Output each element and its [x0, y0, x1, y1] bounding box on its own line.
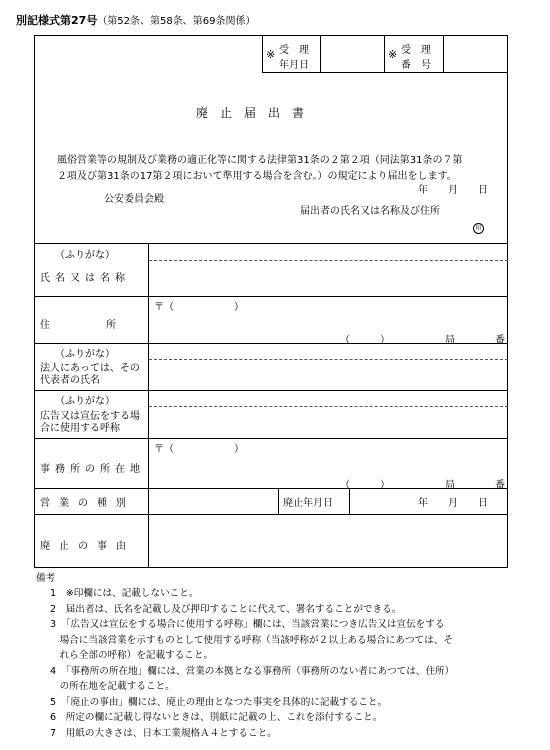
declaration-line-2: ２項及び第31条の17第２項において準用する場合を含む。）の規定により届出をします。 [57, 171, 457, 182]
note-item: 1 ※印欄には、記載しないこと。 [50, 588, 199, 599]
reason-label: 廃止の事由 [40, 541, 135, 552]
notes-section [36, 571, 55, 587]
abolish-date-label: 廃止年月日 [283, 498, 333, 509]
receipt-number-label-1: 受 理 [401, 45, 431, 56]
address-field[interactable] [150, 310, 506, 330]
address-label: 住 所 [40, 320, 117, 331]
receipt-number-field[interactable] [444, 36, 507, 72]
note-item: 7 用紙の大きさは、日本工業規格Ａ４とすること。 [50, 727, 277, 739]
form-title: 廃止届出書 [196, 106, 317, 120]
declaration-line-1: 風俗営業等の規制及び業務の適正化等に関する法律第31条の２第２項（同法第31条の７第 [57, 155, 463, 166]
receipt-date-field[interactable] [321, 36, 383, 72]
phone-office: （ ） 局 番 [340, 480, 505, 491]
business-type-field[interactable] [150, 490, 276, 512]
note-item: 4 「事務所の所在地」欄には、営業の本拠となる事務所（事務所のない者にあつては、住所） [50, 665, 455, 677]
receipt-date-mark: ※ [266, 48, 276, 61]
advertising-name-label: 広告又は宣伝をする場合に使用する呼称 [40, 411, 140, 434]
receipt-number-mark: ※ [388, 48, 398, 61]
note-item: れら全部の呼称）を記載すること。 [50, 650, 214, 661]
note-item: 3 「広告又は宣伝をする場合に使用する呼称」欄には、当該営業につき広告又は宣伝をする [50, 619, 445, 630]
notes-list [50, 586, 454, 741]
reason-field[interactable] [150, 516, 506, 566]
form-number-header [16, 12, 256, 28]
abolish-date-value[interactable]: 年 月 日 [418, 498, 488, 509]
furigana-label-rep: （ふりがな） [55, 349, 115, 360]
form-number: 別記様式第27号 [16, 14, 98, 27]
advertising-name-field[interactable] [150, 392, 506, 436]
note-item: の所在地を記載すること。 [50, 681, 175, 692]
form-articles: （第52条、第58条、第69条関係） [97, 16, 256, 27]
submission-date: 年 月 日 [418, 185, 488, 196]
name-label: 氏名又は名称 [40, 273, 130, 284]
note-item: 5 「廃止の事由」欄には、廃止の理由となつた事実を具体的に記載すること。 [50, 696, 388, 708]
office-location-field[interactable] [150, 454, 506, 474]
addressee: 公安委員会殿 [104, 194, 164, 205]
applicant-label: 届出者の氏名又は名称及び住所 [300, 206, 440, 217]
furigana-label-adname: （ふりがな） [55, 396, 115, 407]
phone-address: （ ） 局 番 [340, 335, 505, 346]
note-item: 場合に当該営業を示すものとして使用する呼称（当該呼称が２以上ある場合にあつては、そ [50, 634, 453, 646]
receipt-date-label-2: 年月日 [279, 60, 309, 71]
furigana-label-name: （ふりがな） [55, 250, 115, 261]
representative-label: 法人にあっては、その代表者の氏名 [40, 363, 140, 386]
office-location-label: 事務所の所在地 [40, 464, 145, 475]
seal-mark: 印 [473, 223, 484, 234]
notes-heading: 備考 [36, 573, 56, 584]
postal-code-address: 〒（ ） [154, 302, 244, 313]
name-field[interactable] [150, 246, 506, 294]
receipt-date-label-1: 受 理 [279, 45, 309, 56]
note-item: 2 届出者は、氏名を記載し及び押印することに代えて、署名することができる。 [50, 603, 402, 615]
receipt-number-label-2: 番 号 [401, 60, 431, 71]
representative-field[interactable] [150, 345, 506, 388]
postal-code-office: 〒（ ） [154, 444, 244, 455]
business-type-label: 営業の種別 [40, 498, 135, 509]
note-item: 6 所定の欄に記載し得ないときは、別紙に記載の上、これを添付すること。 [50, 712, 383, 723]
